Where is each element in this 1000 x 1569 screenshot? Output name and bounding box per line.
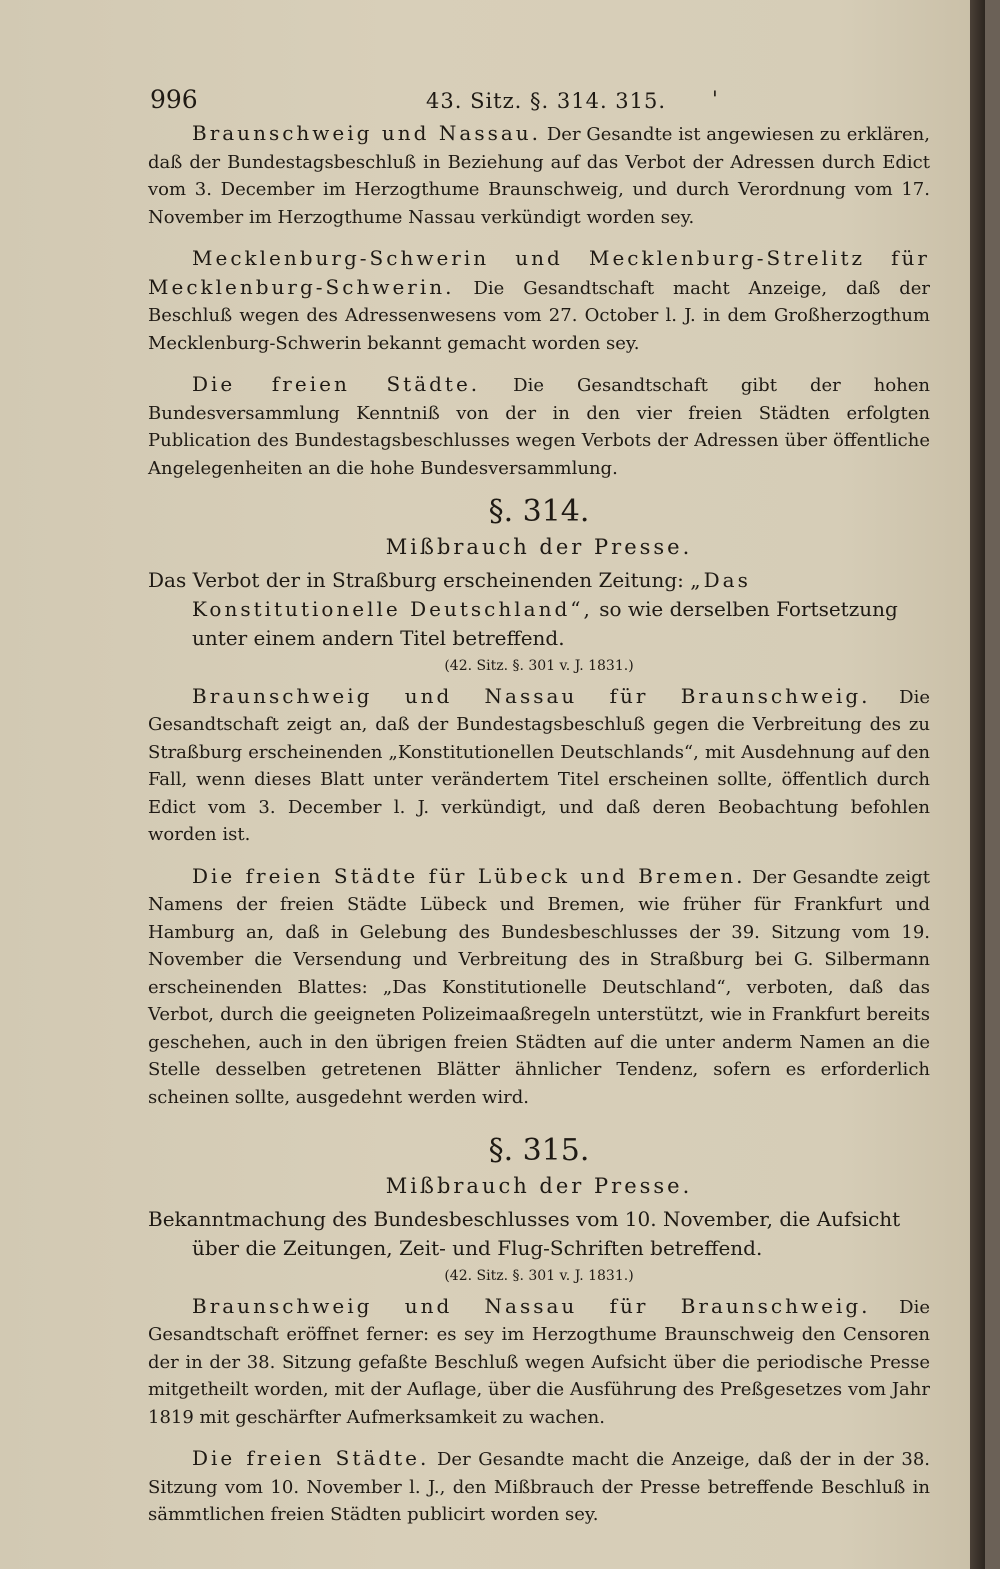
- section-315-heading: §. 315.: [488, 1133, 590, 1168]
- title-lead: Das Verbot der in Straßburg erscheinenden Zeitung:: [148, 567, 684, 592]
- page-number: 996: [150, 85, 198, 114]
- section-314-heading: §. 314.: [488, 494, 590, 529]
- paragraph-lead: Die freien Städte.: [192, 1446, 430, 1470]
- paragraph-mecklenburg: [148, 245, 930, 357]
- section-315-title: Bekanntmachung des Bundesbeschlusses vom 10. November, die Aufsicht über die Zeitungen, Zeit- und Flug-Schriften betreffend.: [148, 1206, 901, 1260]
- paragraph-text: Der Gesandte ist angewiesen zu erklären, daß der Bundestagsbeschluß in Beziehung auf das Verbot der Adressen durch Edict vom 3. December im Herzogthume Braunschweig, und durch Verordnung vom 17. November im Herzogthume Nassau verkündigt worden sey.: [148, 124, 930, 228]
- section-315-reference: (42. Sitz. §. 301 v. J. 1831.): [444, 1267, 634, 1284]
- paragraph-lead: Braunschweig und Nassau für Braunschweig.: [192, 683, 871, 708]
- section-315-paragraph-freie-staedte: [148, 1445, 930, 1529]
- section-315-paragraph-braunschweig: [148, 1293, 930, 1432]
- paragraph-text: Die Gesandtschaft zeigt an, daß der Bundestagsbeschluß gegen die Verbreitung des zu Straßburg erscheinenden „Konstitutionellen Deutschlands“, mit Ausdehnung auf den Fall, wenn dieses Blatt unter verändertem Titel erscheinen sollte, öffentlich durch Edict vom 3. December l. J. verkündigt, und daß deren Beobachtung befohlen worden ist.: [148, 686, 930, 845]
- paragraph-text: Die Gesandtschaft macht Anzeige, daß der Beschluß wegen des Adressenwesens vom 27. October l. J. in dem Großherzogthum Mecklenburg-Schwerin bekannt gemacht worden sey.: [148, 277, 930, 354]
- section-315-subject: Mißbrauch der Presse.: [385, 1174, 693, 1198]
- paragraph-braunschweig-nassau: [148, 120, 930, 231]
- section-314-title: [148, 566, 930, 653]
- paragraph-lead: Braunschweig und Nassau für Braunschweig.: [192, 1293, 871, 1318]
- header-mark: ': [712, 87, 718, 111]
- page-header: [148, 86, 930, 120]
- paragraph-freie-staedte: [148, 371, 930, 482]
- running-head: 43. Sitz. §. 314. 315.: [426, 89, 667, 113]
- section-314-reference: (42. Sitz. §. 301 v. J. 1831.): [444, 657, 634, 674]
- section-314-paragraph-freie-staedte: [148, 863, 930, 1112]
- title-quote: „Das Konstitutionelle Deutschland“,: [192, 567, 751, 621]
- paragraph-lead: Die freien Städte für Lübeck und Bremen.: [192, 863, 746, 888]
- title-tail: so wie derselben Fortsetzung unter einem andern Titel betreffend.: [192, 596, 898, 650]
- paragraph-lead: Die freien Städte.: [192, 372, 481, 396]
- paragraph-text: Der Gesandte macht die Anzeige, daß der in der 38. Sitzung vom 10. November l. J., den Mißbrauch der Presse betreffende Beschluß in sämmtlichen freien Städten publicirt worden sey.: [148, 1449, 931, 1525]
- section-314-paragraph-braunschweig: [148, 683, 930, 849]
- paragraph-text: Die Gesandtschaft eröffnet ferner: es sey im Herzogthume Braunschweig den Censoren der in der 38. Sitzung gefaßte Beschluß wegen Aufsicht über die periodische Presse mitgetheilt worden, mit der Auflage, über die Ausführung des Preßgesetzes vom Jahr 1819 mit geschärfter Aufmerksamkeit zu wachen.: [148, 1296, 930, 1428]
- paragraph-text: Die Gesandtschaft gibt der hohen Bundesversammlung Kenntniß von der in den vier freien Städten erfolgten Publication des Bundestagsbeschlusses wegen Verbots der Adressen über öffentliche Angelegenheiten an die hohe Bundesversammlung.: [148, 375, 930, 479]
- paragraph-lead: Braunschweig und Nassau.: [192, 121, 542, 145]
- paragraph-text: Der Gesandte zeigt Namens der freien Städte Lübeck und Bremen, wie früher für Frankfurt und Hamburg an, daß in Gelebung des Bundesbeschlusses der 39. Sitzung vom 19. November die Versendung und Verbreitung des in Straßburg bei G. Silbermann erscheinenden Blattes: „Das Konstitutionelle Deutschland“, verboten, daß das Verbot, durch die geeigneten Polizeimaaßregeln unterstützt, wie in Frankfurt bereits geschehen, auch in den übrigen freien Städten auf die unter anderm Namen an die Stelle desselben getretenen Blätter ähnlicher Tendenz, sofern es erforderlich scheinen sollte, ausgedehnt werden wird.: [148, 866, 931, 1108]
- paragraph-lead: Mecklenburg-Schwerin und Mecklenburg-Strelitz für Mecklenburg-Schwerin.: [148, 246, 930, 299]
- page-content: [148, 86, 930, 1529]
- section-314-subject: Mißbrauch der Presse.: [385, 535, 693, 559]
- page-edge: [970, 0, 985, 1569]
